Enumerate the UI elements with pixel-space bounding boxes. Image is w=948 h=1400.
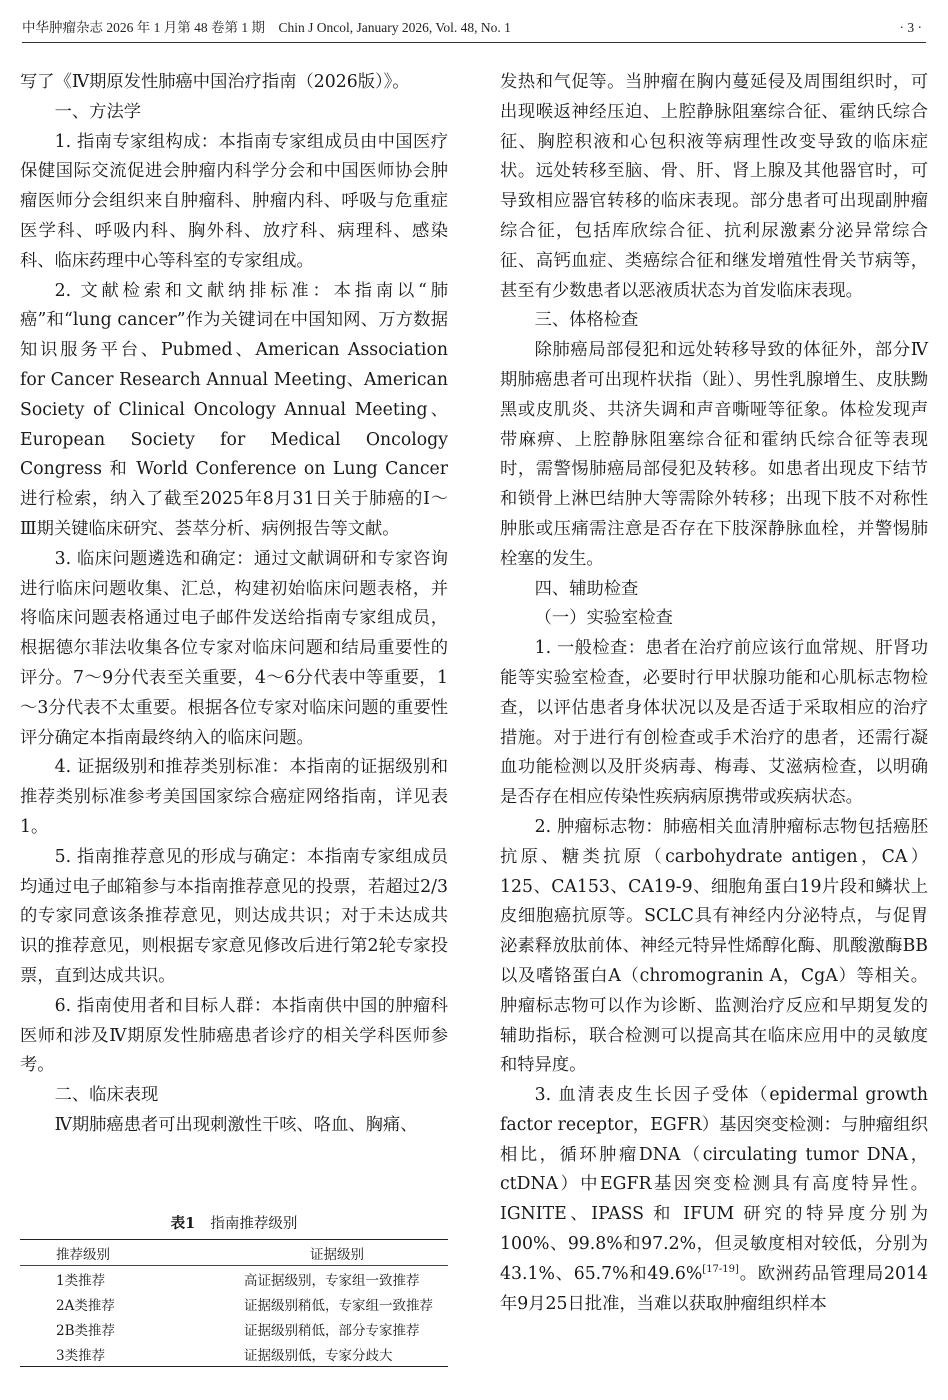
table-title: 指南推荐级别 bbox=[210, 1216, 298, 1232]
evidence-cell: 证据级别稍低，专家组一致推荐 bbox=[244, 1297, 433, 1314]
left-paragraph bbox=[20, 992, 448, 1081]
table-row bbox=[20, 1341, 448, 1367]
paragraph-text: 一、方法学 bbox=[54, 101, 142, 122]
right-paragraph bbox=[500, 634, 928, 813]
recommendation-cell: 3类推荐 bbox=[56, 1347, 106, 1364]
recommendation-cell: 2A类推荐 bbox=[56, 1297, 115, 1314]
right-paragraph bbox=[500, 336, 928, 574]
page-number: · 3 · bbox=[899, 20, 922, 35]
section-heading bbox=[20, 98, 448, 128]
right-column bbox=[500, 68, 928, 1388]
evidence-cell: 证据级别低，专家分歧大 bbox=[244, 1347, 393, 1364]
paragraph-text: 4. 证据级别和推荐类别标准：本指南的证据级别和推荐类别标准参考美国国家综合癌症网络指南，详见表1。 bbox=[20, 757, 448, 837]
left-paragraph bbox=[20, 277, 448, 545]
paragraph-text: 2. 文献检索和文献纳排标准：本指南以“肺癌”和“lung cancer”作为关键词在中国知网、万方数据知识服务平台、Pubmed、American Association for Cancer Research Annual Meeting、American Society of Clinical Oncology Annual Meeting、European Society for Medical Oncology Congress 和 World Conference on Lung Cancer 进行检索，纳入了截至2025年8月31日关于肺癌的Ⅰ～Ⅲ期关键临床研究、荟萃分析、病例报告等文献。 bbox=[20, 280, 448, 539]
left-paragraph bbox=[20, 1111, 448, 1141]
paragraph-text: 1. 指南专家组构成：本指南专家组成员由中国医疗保健国际交流促进会肿瘤内科学分会和中国医师协会肿瘤医师分会组织来自肿瘤科、肿瘤内科、呼吸与危重症医学科、呼吸内科、胸外科、放疗科、病理科、感染科、临床药理中心等科室的专家组成。 bbox=[20, 131, 448, 271]
left-paragraph bbox=[20, 843, 448, 992]
paragraph-text: 三、体格检查 bbox=[534, 310, 639, 331]
paragraph-text: 写了《Ⅳ期原发性肺癌中国治疗指南（2026版）》。 bbox=[20, 72, 410, 92]
left-paragraph bbox=[20, 545, 448, 754]
left-paragraph bbox=[20, 753, 448, 842]
left-column bbox=[20, 68, 448, 1135]
section-heading bbox=[500, 306, 928, 336]
right-continued-paragraph bbox=[500, 68, 928, 306]
table-row bbox=[20, 1266, 448, 1292]
section-heading bbox=[500, 604, 928, 634]
running-header bbox=[22, 14, 926, 43]
paragraph-text: 二、临床表现 bbox=[54, 1085, 159, 1106]
section-heading bbox=[500, 575, 928, 605]
paragraph-text: 四、辅助检查 bbox=[534, 578, 639, 599]
paragraph-continuation: 。欧洲药品管理局2014年9月25日批准，当难以获取肿瘤组织样本 bbox=[500, 1263, 928, 1314]
paragraph-text: 3. 血清表皮生长因子受体（epidermal growth factor receptor，EGFR）基因突变检测：与肿瘤组织相比，循环肿瘤DNA（circulating tumor DNA，ctDNA）中EGFR基因突变检测具有高度特异性。IGNITE、IPASS 和 IFUM 研究的特异度分别为100%、99.8%和97.2%，但灵敏度相对较低，分别为43.1%、65.7%和49.6% bbox=[500, 1085, 928, 1284]
table-caption bbox=[20, 1212, 448, 1233]
left-paragraph bbox=[20, 128, 448, 277]
header-recommendation-level: 推荐级别 bbox=[56, 1246, 110, 1263]
table-row bbox=[20, 1291, 448, 1316]
table-row bbox=[20, 1316, 448, 1341]
left-continued-paragraph bbox=[20, 68, 448, 98]
table-header-row bbox=[20, 1240, 448, 1266]
recommendation-cell: 1类推荐 bbox=[56, 1272, 106, 1289]
evidence-cell: 高证据级别，专家组一致推荐 bbox=[244, 1272, 420, 1289]
citation-ref: [17-19] bbox=[702, 1264, 739, 1276]
header-evidence-level: 证据级别 bbox=[310, 1246, 364, 1263]
evidence-cell: 证据级别稍低，部分专家推荐 bbox=[244, 1322, 420, 1339]
recommendation-table bbox=[20, 1239, 448, 1367]
section-heading bbox=[20, 1081, 448, 1111]
table-1 bbox=[20, 1212, 448, 1367]
table-label: 表1 bbox=[170, 1215, 196, 1232]
paragraph-text: 3. 临床问题遴选和确定：通过文献调研和专家咨询进行临床问题收集、汇总，构建初始临床问题表格，并将临床问题表格通过电子邮件发送给指南专家组成员，根据德尔菲法收集各位专家对临床问题和结局重要性的评分。7～9分代表至关重要，4～6分代表中等重要，1～3分代表不太重要。根据各位专家对临床问题的重要性评分确定本指南最终纳入的临床问题。 bbox=[20, 548, 448, 748]
paragraph-text: 5. 指南推荐意见的形成与确定：本指南专家组成员均通过电子邮箱参与本指南推荐意见的投票，若超过2/3的专家同意该条推荐意见，则达成共识；对于未达成共识的推荐意见，则根据专家意见修改后进行第2轮专家投票，直到达成共识。 bbox=[20, 846, 448, 986]
paragraph-text: 1. 一般检查：患者在治疗前应该行血常规、肝肾功能等实验室检查，必要时行甲状腺功能和心肌标志物检查，以评估患者身体状况以及是否适于采取相应的治疗措施。对于进行有创检查或手术治疗的患者，还需行凝血功能检测以及肝炎病毒、梅毒、艾滋病检查，以明确是否存在相应传染性疾病病原携带或疾病状态。 bbox=[500, 638, 928, 808]
paragraph-text: 2. 肿瘤标志物：肺癌相关血清肿瘤标志物包括癌胚抗原、糖类抗原（carbohydrate antigen，CA）125、CA153、CA19-9、细胞角蛋白19片段和鳞状上皮细胞癌抗原等。SCLC具有神经内分泌特点，与促胃泌素释放肽前体、神经元特异性烯醇化酶、肌酸激酶BB以及嗜铬蛋白A（chromogranin A，CgA）等相关。肿瘤标志物可以作为诊断、监测治疗反应和早期复发的辅助指标，联合检测可以提高其在临床应用中的灵敏度和特异度。 bbox=[500, 816, 928, 1076]
paragraph-text: （一）实验室检查 bbox=[534, 608, 673, 629]
recommendation-cell: 2B类推荐 bbox=[56, 1322, 116, 1339]
paragraph-text: 6. 指南使用者和目标人群：本指南供中国的肿瘤科医师和涉及Ⅳ期原发性肺癌患者诊疗的相关学科医师参考。 bbox=[20, 995, 448, 1076]
right-paragraph bbox=[500, 813, 928, 1081]
paragraph-text: 发热和气促等。当肿瘤在胸内蔓延侵及周围组织时，可出现喉返神经压迫、上腔静脉阻塞综合征、霍纳氏综合征、胸腔积液和心包积液等病理性改变导致的临床症状。远处转移至脑、骨、肝、肾上腺及其他器官时，可导致相应器官转移的临床表现。部分患者可出现副肿瘤综合征，包括库欣综合征、抗利尿激素分泌异常综合征、高钙血症、类癌综合征和继发增殖性骨关节病等，甚至有少数患者以恶液质状态为首发临床表现。 bbox=[500, 72, 928, 301]
paragraph-text: 除肺癌局部侵犯和远处转移导致的体征外，部分Ⅳ期肺癌患者可出现杵状指（趾）、男性乳腺增生、皮肤黝黑或皮肌炎、共济失调和声音嘶哑等征象。体检发现声带麻痹、上腔静脉阻塞综合征和霍纳氏综合征等表现时，需警惕肺癌局部侵犯及转移。如患者出现皮下结节和锁骨上淋巴结肿大等需除外转移；出现下肢不对称性肿胀或压痛需注意是否存在下肢深静脉血栓，并警惕肺栓塞的发生。 bbox=[500, 340, 928, 569]
journal-citation: 中华肿瘤杂志 2026 年 1 月第 48 卷第 1 期 Chin J Oncol, January 2026, Vol. 48, No. 1 bbox=[22, 20, 511, 35]
paragraph-text: Ⅳ期肺癌患者可出现刺激性干咳、咯血、胸痛、 bbox=[54, 1114, 418, 1135]
right-paragraph bbox=[500, 1081, 928, 1319]
